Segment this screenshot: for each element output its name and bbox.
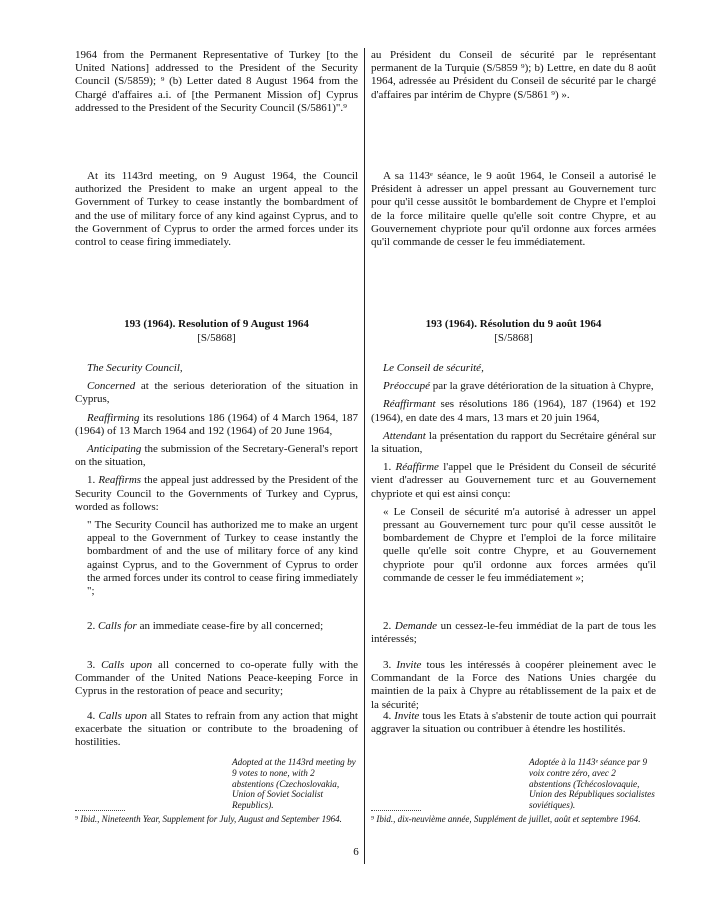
right-preamble-anticipating: Attendant la présentation du rapport du Secrétaire général sur la situation, [371, 429, 656, 456]
left-operative-3: 3. Calls upon all concerned to co-operate fully with the Commander of the United Nations Peace-keeping Force in Cyprus in the restoration of peace and security; [75, 659, 358, 698]
right-operative-1: 1. Réaffirme l'appel que le Président du Conseil de sécurité vient d'adresser au Gouvernement turc et au Gouvernement chypriote et qui est ainsi conçu: [371, 461, 656, 500]
page-number: 6 [353, 846, 359, 858]
right-resolution [371, 318, 656, 345]
right-operative-2: 2. Demande un cessez-le-feu immédiat de la part de tous les intéressés; [371, 620, 657, 646]
left-operative-4-wrap [75, 710, 358, 750]
right-council: Le Conseil de sécurité, [383, 362, 484, 374]
right-body [371, 362, 656, 585]
right-footnote-rule [371, 810, 421, 812]
left-operative-1-quote: " The Security Council has authorized me to make an urgent appeal to the Government of Turkey to cease instantly the bombardment of and the use of military force of any kind against Cyprus, and to the Government of Cyprus to order the armed forces under its control to cease firing immediately "; [87, 519, 358, 598]
left-preamble-concerned: Concerned at the serious deterioration of the situation in Cyprus, [75, 380, 358, 406]
left-operative-3-wrap [75, 659, 358, 699]
right-preamble-concerned: Préoccupé par la grave détérioration de la situation à Chypre, [383, 380, 654, 393]
right-adoption-note: Adoptée à la 1143ᵉ séance par 9 voix contre zéro, avec 2 abstentions (Tchécoslovaquie, Union des Républiques socialistes soviétiques). [529, 757, 655, 811]
right-operative-2-wrap [371, 620, 656, 646]
right-operative-1-quote: « Le Conseil de sécurité m'a autorisé à adresser un appel pressant au Gouvernement turc pour qu'il cesse aussitôt le bombardement de Chypre et l'emploi de la force militaire quelle qu'elle soit contre Chypre, et au Gouvernement chypriote pour qu'il ordonne aux forces armées qu'il commande de cesser le feu immédiatement »; [383, 505, 656, 584]
left-footnote: ⁹ Ibid., Nineteenth Year, Supplement for July, August and September 1964. [75, 814, 342, 824]
left-resolution-symbol: [S/5868] [197, 331, 236, 344]
left-adoption-note-wrap [232, 757, 358, 811]
left-intro-text: 1964 from the Permanent Representative of Turkey [to the United Nations] addressed to the President of the Security Council (S/5859); ⁹ (b) Letter dated 8 August 1964 from the Chargé d'affaires a.i. of [the Permanent Mission of] Cyprus addressed to the President of the Security Council (S/5861)".⁹ [75, 49, 358, 114]
column-divider [364, 48, 365, 864]
left-footnote-rule [75, 810, 125, 812]
left-resolution-title: 193 (1964). Resolution of 9 August 1964 [124, 318, 309, 330]
left-operative-2: 2. Calls for an immediate cease-fire by all concerned; [87, 620, 324, 632]
left-preamble-anticipating: Anticipating the submission of the Secretary-General's report on the situation, [75, 443, 358, 469]
right-preamble-reaffirming: Réaffirmant ses résolutions 186 (1964), 187 (1964) et 192 (1964), en date des 4 mars, 13 mars et 20 juin 1964, [371, 398, 656, 424]
left-meeting-text: At its 1143rd meeting, on 9 August 1964, the Council authorized the President to make an urgent appeal to the Government of Turkey to cease instantly the bombardment of and the use of military force of any kind against Cyprus, and to the Government of Cyprus to order the armed forces under its control to cease firing immediately. [75, 170, 358, 249]
left-body [75, 362, 358, 598]
right-operative-4-wrap [371, 710, 656, 736]
left-column-intro [75, 49, 358, 115]
right-resolution-title: 193 (1964). Résolution du 9 août 1964 [425, 318, 602, 330]
left-council: The Security Council, [87, 362, 183, 374]
left-preamble-reaffirming: Reaffirming its resolutions 186 (1964) of 4 March 1964, 187 (1964) of 13 March 1964 and 192 (1964) of 20 June 1964, [75, 411, 358, 437]
left-column-meeting [75, 170, 358, 249]
right-column-intro [371, 49, 656, 102]
left-adoption-note: Adopted at the 1143rd meeting by 9 votes to none, with 2 abstentions (Czechoslovakia, Union of Soviet Socialist Republics). [232, 757, 356, 811]
left-operative-2-wrap [75, 620, 358, 633]
right-intro-text: au Président du Conseil de sécurité par le représentant permanent de la Turquie (S/5859 ⁹); b) Lettre, en date du 8 août 1964, adressée au Président du Conseil de sécurité par le chargé d'affaires par intérim de Chypre (S/5861 ⁹) ». [371, 49, 656, 101]
right-footnote-wrap [371, 814, 656, 825]
right-operative-4: 4. Invite tous les Etats à s'abstenir de toute action qui pourrait aggraver la situation ou contribuer à étendre les hostilités. [371, 710, 657, 736]
right-adoption-note-wrap [529, 757, 656, 811]
right-operative-3-wrap [371, 659, 656, 712]
right-operative-3: 3. Invite tous les intéressés à coopérer pleinement avec le Commandant de la Force des Nations Unies chargée du maintien de la paix à Chypre au rétablissement de la paix et de la sécurité; [371, 659, 656, 711]
left-footnote-wrap [75, 814, 358, 825]
right-footnote: ⁹ Ibid., dix-neuvième année, Supplément de juillet, août et septembre 1964. [371, 814, 641, 824]
left-operative-1: 1. Reaffirms the appeal just addressed by the President of the Security Council to the Governments of Turkey and Cyprus, worded as follows: [75, 474, 358, 513]
right-resolution-symbol: [S/5868] [494, 331, 533, 344]
right-meeting-text: A sa 1143ᵉ séance, le 9 août 1964, le Conseil a autorisé le Président à adresser un appel pressant au Gouvernement turc pour qu'il cesse aussitôt le bombardement de Chypre et l'emploi de la force militaire quelle qu'elle soit contre Chypre, et au Gouvernement chypriote pour qu'il ordonne aux forces armées qu'il commande de cesser le feu immédiatement. [371, 170, 656, 249]
left-operative-4: 4. Calls upon all States to refrain from any action that might exacerbate the situation or contribute to the broadening of hostilities. [75, 710, 358, 749]
left-resolution [75, 318, 358, 345]
right-column-meeting [371, 170, 656, 249]
